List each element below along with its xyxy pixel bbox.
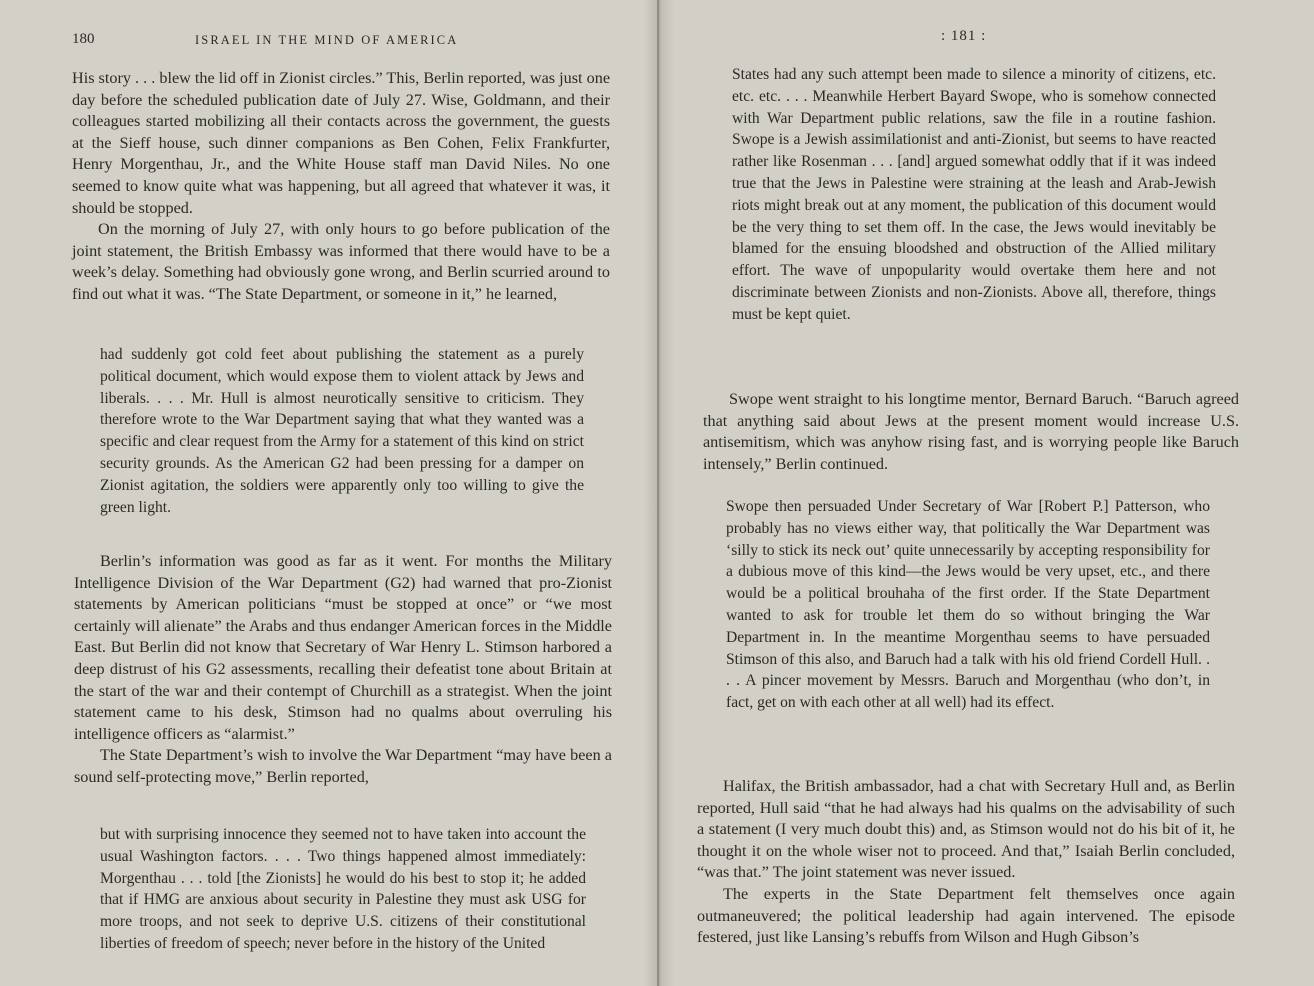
body-text-1 bbox=[72, 68, 610, 306]
paragraph: The experts in the State Department felt themselves once again outmaneuvered; the political leadership had again intervened. The episode festered, just like Lansing’s rebuffs from Wilson and Hugh Gibson’s bbox=[697, 884, 1235, 947]
paragraph: Halifax, the British ambassador, had a chat with Secretary Hull and, as Berlin reported, Hull said “that he had always had his qualms on the advisability of such a statement (I very much doubt this) and, as Stimson would not do his bit of it, he thought it on the whole wiser not to proceed. And that,” Isaiah Berlin concluded, “was that.” The joint statement was never issued. bbox=[697, 777, 1235, 882]
quote-paragraph: States had any such attempt been made to silence a minority of citizens, etc. etc. etc. . . . Meanwhile Herbert Bayard Swope, who is somehow connected with War Department public relations, saw the file in a routine fashion. Swope is a Jewish assimilationist and anti-Zionist, but seems to have reacted rather like Rosenman . . . [and] argued somewhat oddly that if it was indeed true that the Jews in Palestine were straining at the leash and Arab-Jewish riots might break out at any moment, the publication of this document would be the very thing to set them off. In the case, the Jews would inevitably be blamed for the ensuing bloodshed and obstruction of the Allied military effort. The wave of unpopularity would overtake them here and not discriminate between Zionists and non-Zionists. Above all, therefore, things must be kept quiet. bbox=[732, 66, 1216, 323]
body-text-3 bbox=[703, 389, 1239, 475]
quote-paragraph: but with surprising innocence they seemed not to have taken into account the usual Washington factors. . . . Two things happened almost immediately: Morgenthau . . . told [the Zionists] he would do his best to stop it; he added that if HMG are anxious about security in Palestine they must ask USG for more troops, and not seek to deprive U.S. citizens of their constitutional liberties of freedom of speech; never before in the history of the United bbox=[100, 826, 586, 952]
quote-paragraph: had suddenly got cold feet about publishing the statement as a purely political document, which would expose them to violent attack by Jews and liberals. . . . Mr. Hull is almost neurotically sensitive to criticism. They therefore wrote to the War Department saying that what they wanted was a specific and clear request from the Army for a statement of this kind on strict security grounds. As the American G2 had been pressing for a damper on Zionist agitation, the soldiers were apparently only too willing to give the green light. bbox=[100, 346, 584, 516]
block-quote-3 bbox=[732, 64, 1216, 326]
quote-paragraph: Swope then persuaded Under Secretary of War [Robert P.] Patterson, who probably has no views either way, that politically the War Department was ‘silly to stick its neck out’ quite unnecessarily by accepting responsibility for a dubious move of this kind—the Jews would be very upset, etc., and there would be a political brouhaha of the first order. If the State Department wanted to ask for trouble let them do so without bringing the War Department in. In the meantime Morgenthau seems to have persuaded Stimson of this also, and Baruch had a talk with his old friend Cordell Hull. . . . A pincer movement by Messrs. Baruch and Morgenthau (who don’t, in fact, get on with each other at all well) had its effect. bbox=[726, 498, 1210, 712]
block-quote-1 bbox=[100, 344, 584, 518]
block-quote-2 bbox=[100, 824, 586, 955]
right-page-number: : 181 : bbox=[941, 28, 987, 44]
body-text-2 bbox=[74, 551, 612, 789]
right-page bbox=[659, 0, 1314, 986]
left-page-number: 180 bbox=[72, 31, 95, 47]
paragraph: His story . . . blew the lid off in Zionist circles.” This, Berlin reported, was just one day before the scheduled publication date of July 27. Wise, Goldmann, and their colleagues started mobilizing all their contacts across the government, the guests at the Sieff house, such dinner companions as Ben Cohen, Felix Frankfurter, Henry Morgenthau, Jr., and the White House staff man David Niles. No one seemed to know quite what was happening, but all agreed that whatever it was, it should be stopped. bbox=[72, 69, 610, 217]
running-head: ISRAEL IN THE MIND OF AMERICA bbox=[195, 33, 459, 47]
paragraph: On the morning of July 27, with only hours to go before publication of the joint statement, the British Embassy was informed that there would have to be a week’s delay. Something had obviously gone wrong, and Berlin scurried around to find out what it was. “The State Department, or someone in it,” he learned, bbox=[72, 220, 610, 303]
paragraph: Swope went straight to his longtime mentor, Bernard Baruch. “Baruch agreed that anything said about Jews at the present moment would increase U.S. antisemitism, which was anyhow rising fast, and is worrying people like Baruch intensely,” Berlin continued. bbox=[703, 390, 1239, 473]
paragraph: Berlin’s information was good as far as it went. For months the Military Intelligence Division of the War Department (G2) had warned that pro-Zionist statements by American politicians “must be stopped at once” or “we most certainly will alienate” the Arabs and thus endanger American forces in the Middle East. But Berlin did not know that Secretary of War Henry L. Stimson harbored a deep distrust of his G2 assessments, recalling their defeatist tone about Britain at the start of the war and their contempt of Churchill as a strategist. When the joint statement came to his desk, Stimson had no qualms about overruling his intelligence officers as “alarmist.” bbox=[74, 552, 612, 743]
block-quote-4 bbox=[726, 496, 1210, 714]
body-text-4 bbox=[697, 776, 1235, 949]
paragraph: The State Department’s wish to involve the War Department “may have been a sound self-protecting move,” Berlin reported, bbox=[74, 746, 612, 786]
